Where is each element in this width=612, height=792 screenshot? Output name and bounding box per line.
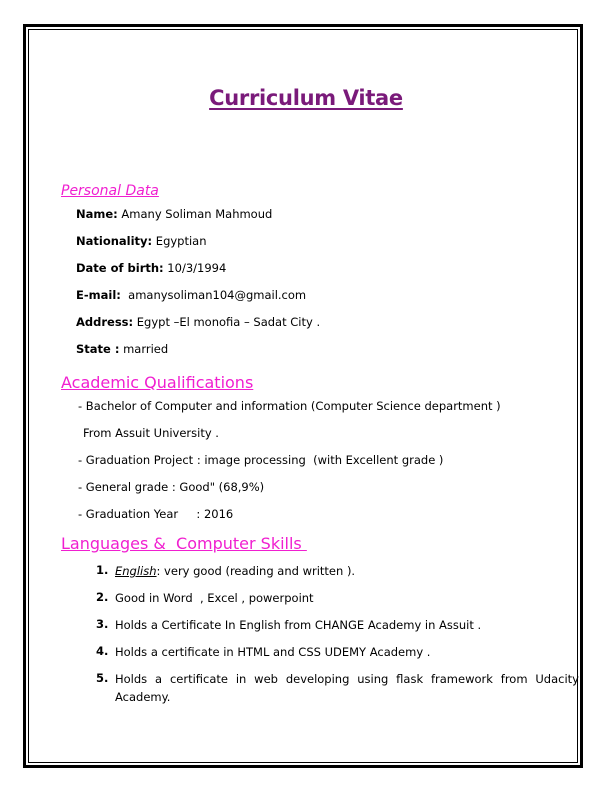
list-item-text [115, 563, 355, 579]
list-item-text: Good in Word , Excel , powerpoint [115, 591, 314, 605]
field-label: Name: [76, 207, 118, 221]
field-value: Egypt –El monofia – Sadat City . [133, 315, 321, 329]
academic-line-graduation-project: - Graduation Project : image processing (with Excellent grade ) [78, 453, 444, 467]
personal-row-email [76, 287, 306, 303]
academic-line-graduation-year: - Graduation Year : 2016 [78, 507, 234, 521]
field-label: E-mail: [76, 288, 121, 302]
field-label: Date of birth: [76, 261, 164, 275]
personal-row-nationality [76, 233, 207, 249]
personal-row-date-of-birth [76, 260, 226, 276]
section-heading-academic-qualifications: Academic Qualifications [61, 373, 254, 392]
field-value: 10/3/1994 [163, 261, 227, 275]
academic-line-degree: - Bachelor of Computer and information (Computer Science department ) [78, 399, 501, 413]
field-label: Nationality: [76, 234, 153, 248]
field-value: amanysoliman104@gmail.com [120, 288, 307, 302]
field-value: Amany Soliman Mahmoud [117, 207, 273, 221]
list-number: 3. [96, 617, 109, 631]
list-item-text-continued: Academy. [115, 690, 171, 704]
field-value: Egyptian [152, 234, 207, 248]
list-number: 2. [96, 590, 109, 604]
personal-row-address [76, 314, 320, 330]
section-heading-personal-data: Personal Data [61, 183, 159, 199]
list-item-text: Holds a certificate in web developing using flask framework from Udacity [115, 672, 579, 686]
list-item-text-rest: : very good (reading and written ). [156, 564, 356, 578]
section-heading-languages-computer-skills: Languages & Computer Skills [61, 534, 307, 553]
field-label: Address: [76, 315, 134, 329]
academic-line-general-grade: - General grade : Good" (68,9%) [78, 480, 265, 494]
list-item-text: Holds a Certificate In English from CHANGE Academy in Assuit . [115, 618, 482, 632]
list-number: 4. [96, 644, 109, 658]
list-item-text: Holds a certificate in HTML and CSS UDEMY Academy . [115, 645, 431, 659]
academic-line-university: From Assuit University . [83, 426, 219, 440]
field-label: State : [76, 342, 120, 356]
field-value: married [119, 342, 169, 356]
english-label: English [115, 564, 157, 578]
personal-row-state [76, 341, 168, 357]
list-number: 1. [96, 563, 109, 577]
document-title: Curriculum Vitae [209, 86, 403, 110]
personal-row-name [76, 206, 272, 222]
list-number: 5. [96, 671, 109, 685]
